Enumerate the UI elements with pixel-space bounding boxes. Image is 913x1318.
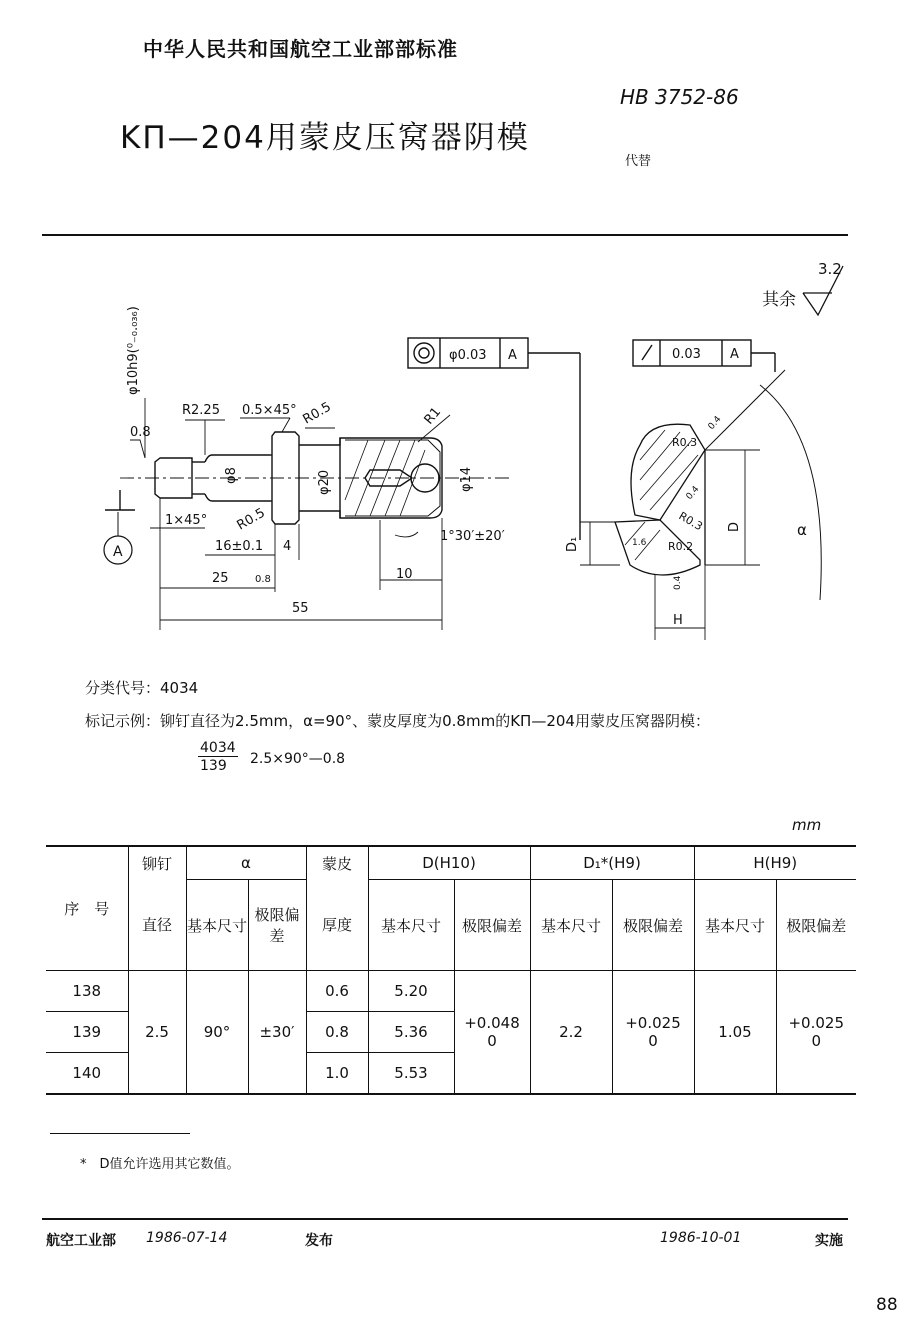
row-seq: 138 [46,971,128,1012]
dimension-table [46,845,856,1095]
detail-ra04a: 0.4 [706,414,724,432]
row-thick: 0.8 [306,1012,368,1053]
dim-r1: R1 [421,404,445,428]
footer-issue-date: 1986-07-14 [146,1230,228,1246]
dim-angle: 1°30′±20′ [440,529,505,544]
dim-d14: φ14 [459,466,474,492]
classification-code: 分类代号：4034 [85,679,199,697]
footnote: * D值允许选用其它数值。 [80,1157,240,1172]
ra-08: 0.8 [130,425,151,440]
detail-ra04b: 0.4 [684,484,702,502]
footer-issuer: 航空工业部 [46,1233,116,1249]
footer-effective: 实施 [815,1233,843,1249]
dim-dia-tol: φ10h9(⁰₋₀.₀₃₆) [126,306,141,395]
dim-chamfer: 0.5×45° [242,403,297,418]
header-d-basic: 基本尺寸 [368,880,454,971]
row-d: 5.36 [368,1012,454,1053]
header-d1: D₁*(H9) [530,846,694,880]
header-d: D(H10) [368,846,530,880]
replaces-label: 代替 [625,154,652,169]
marking-code [198,740,346,774]
marking-example: 标记示例：铆钉直径为2.5mm，α=90°、蒙皮厚度为0.8mm的KП—204用蒙皮压窝器阴模： [85,712,710,730]
dim-r05b: R0.5 [234,505,268,534]
roughness-value: 3.2 [818,260,842,278]
label-alpha: α [797,521,807,539]
row-seq: 140 [46,1053,128,1095]
footer-effective-date: 1986-10-01 [660,1230,742,1246]
detail-r03: R0.3 [672,436,698,449]
cell-alpha: 90° [186,971,248,1095]
page-number: 88 [876,1295,898,1315]
header-seq: 序 号 [46,846,128,971]
header-h: H(H9) [694,846,856,880]
dim-len4: 4 [283,539,292,554]
cell-rivet: 2.5 [128,971,186,1095]
standard-number: HB 3752-86 [620,85,739,109]
marking-denominator: 139 [200,758,227,774]
header-rivet-top: 铆钉 [128,846,186,880]
header-alpha-limit: 极限偏差 [248,880,306,971]
dim-len16: 16±0.1 [215,539,264,554]
marking-numerator: 4034 [200,740,236,756]
cell-alpha-dev: ±30′ [248,971,306,1095]
detail-ra04c: 0.4 [673,575,683,590]
header-skin-bot: 厚度 [306,880,368,971]
document-title: KП—204用蒙皮压窝器阴模 [120,120,530,156]
dim-d20: φ20 [317,469,332,495]
header-skin-top: 蒙皮 [306,846,368,880]
header-rivet-bot: 直径 [128,880,186,971]
header-alpha-basic: 基本尺寸 [186,880,248,971]
dim-len55: 55 [292,601,309,616]
roughness-label: 其余 [762,290,796,310]
row-seq: 139 [46,1012,128,1053]
fcf1-datum: A [508,348,517,363]
fcf2-datum: A [730,347,739,362]
detail-r03b: R0.3 [676,509,705,534]
ra-08b: 0.8 [255,574,271,585]
detail-ra16: 1.6 [632,538,647,548]
issuing-organization: 中华人民共和国航空工业部部标准 [143,37,458,61]
label-d: D [727,521,742,532]
header-alpha: α [186,846,306,880]
unit-label: mm [792,816,822,834]
cell-d1-dev: +0.025 0 [612,971,694,1095]
header-h-basic: 基本尺寸 [694,880,776,971]
dim-r05a: R0.5 [300,399,334,428]
dim-len25: 25 [212,571,229,586]
cell-d1: 2.2 [530,971,612,1095]
fcf2-tolerance: 0.03 [672,347,701,362]
dim-ch1: 1×45° [165,513,208,528]
detail-r02: R0.2 [668,540,694,553]
row-d: 5.20 [368,971,454,1012]
cell-d-dev: +0.048 0 [454,971,530,1095]
row-thick: 0.6 [306,971,368,1012]
header-h-limit: 极限偏差 [776,880,856,971]
fcf1-tolerance: φ0.03 [449,348,487,363]
header-d1-limit: 极限偏差 [612,880,694,971]
label-d1: D₁ [565,536,580,552]
marking-suffix: 2.5×90°—0.8 [250,751,346,767]
header-d1-basic: 基本尺寸 [530,880,612,971]
dim-r225: R2.25 [182,403,220,418]
dim-len10: 10 [396,567,413,582]
cell-h-dev: +0.025 0 [776,971,856,1095]
cell-h: 1.05 [694,971,776,1095]
footer-divider [42,1218,848,1220]
table-row [46,971,856,1012]
dim-d8: φ8 [224,467,239,484]
row-thick: 1.0 [306,1053,368,1095]
footnote-divider [50,1133,190,1134]
footer-publish: 发布 [305,1233,333,1249]
label-h: H [673,613,683,628]
header-d-limit: 极限偏差 [454,880,530,971]
datum-a: A [113,544,123,560]
row-d: 5.53 [368,1053,454,1095]
